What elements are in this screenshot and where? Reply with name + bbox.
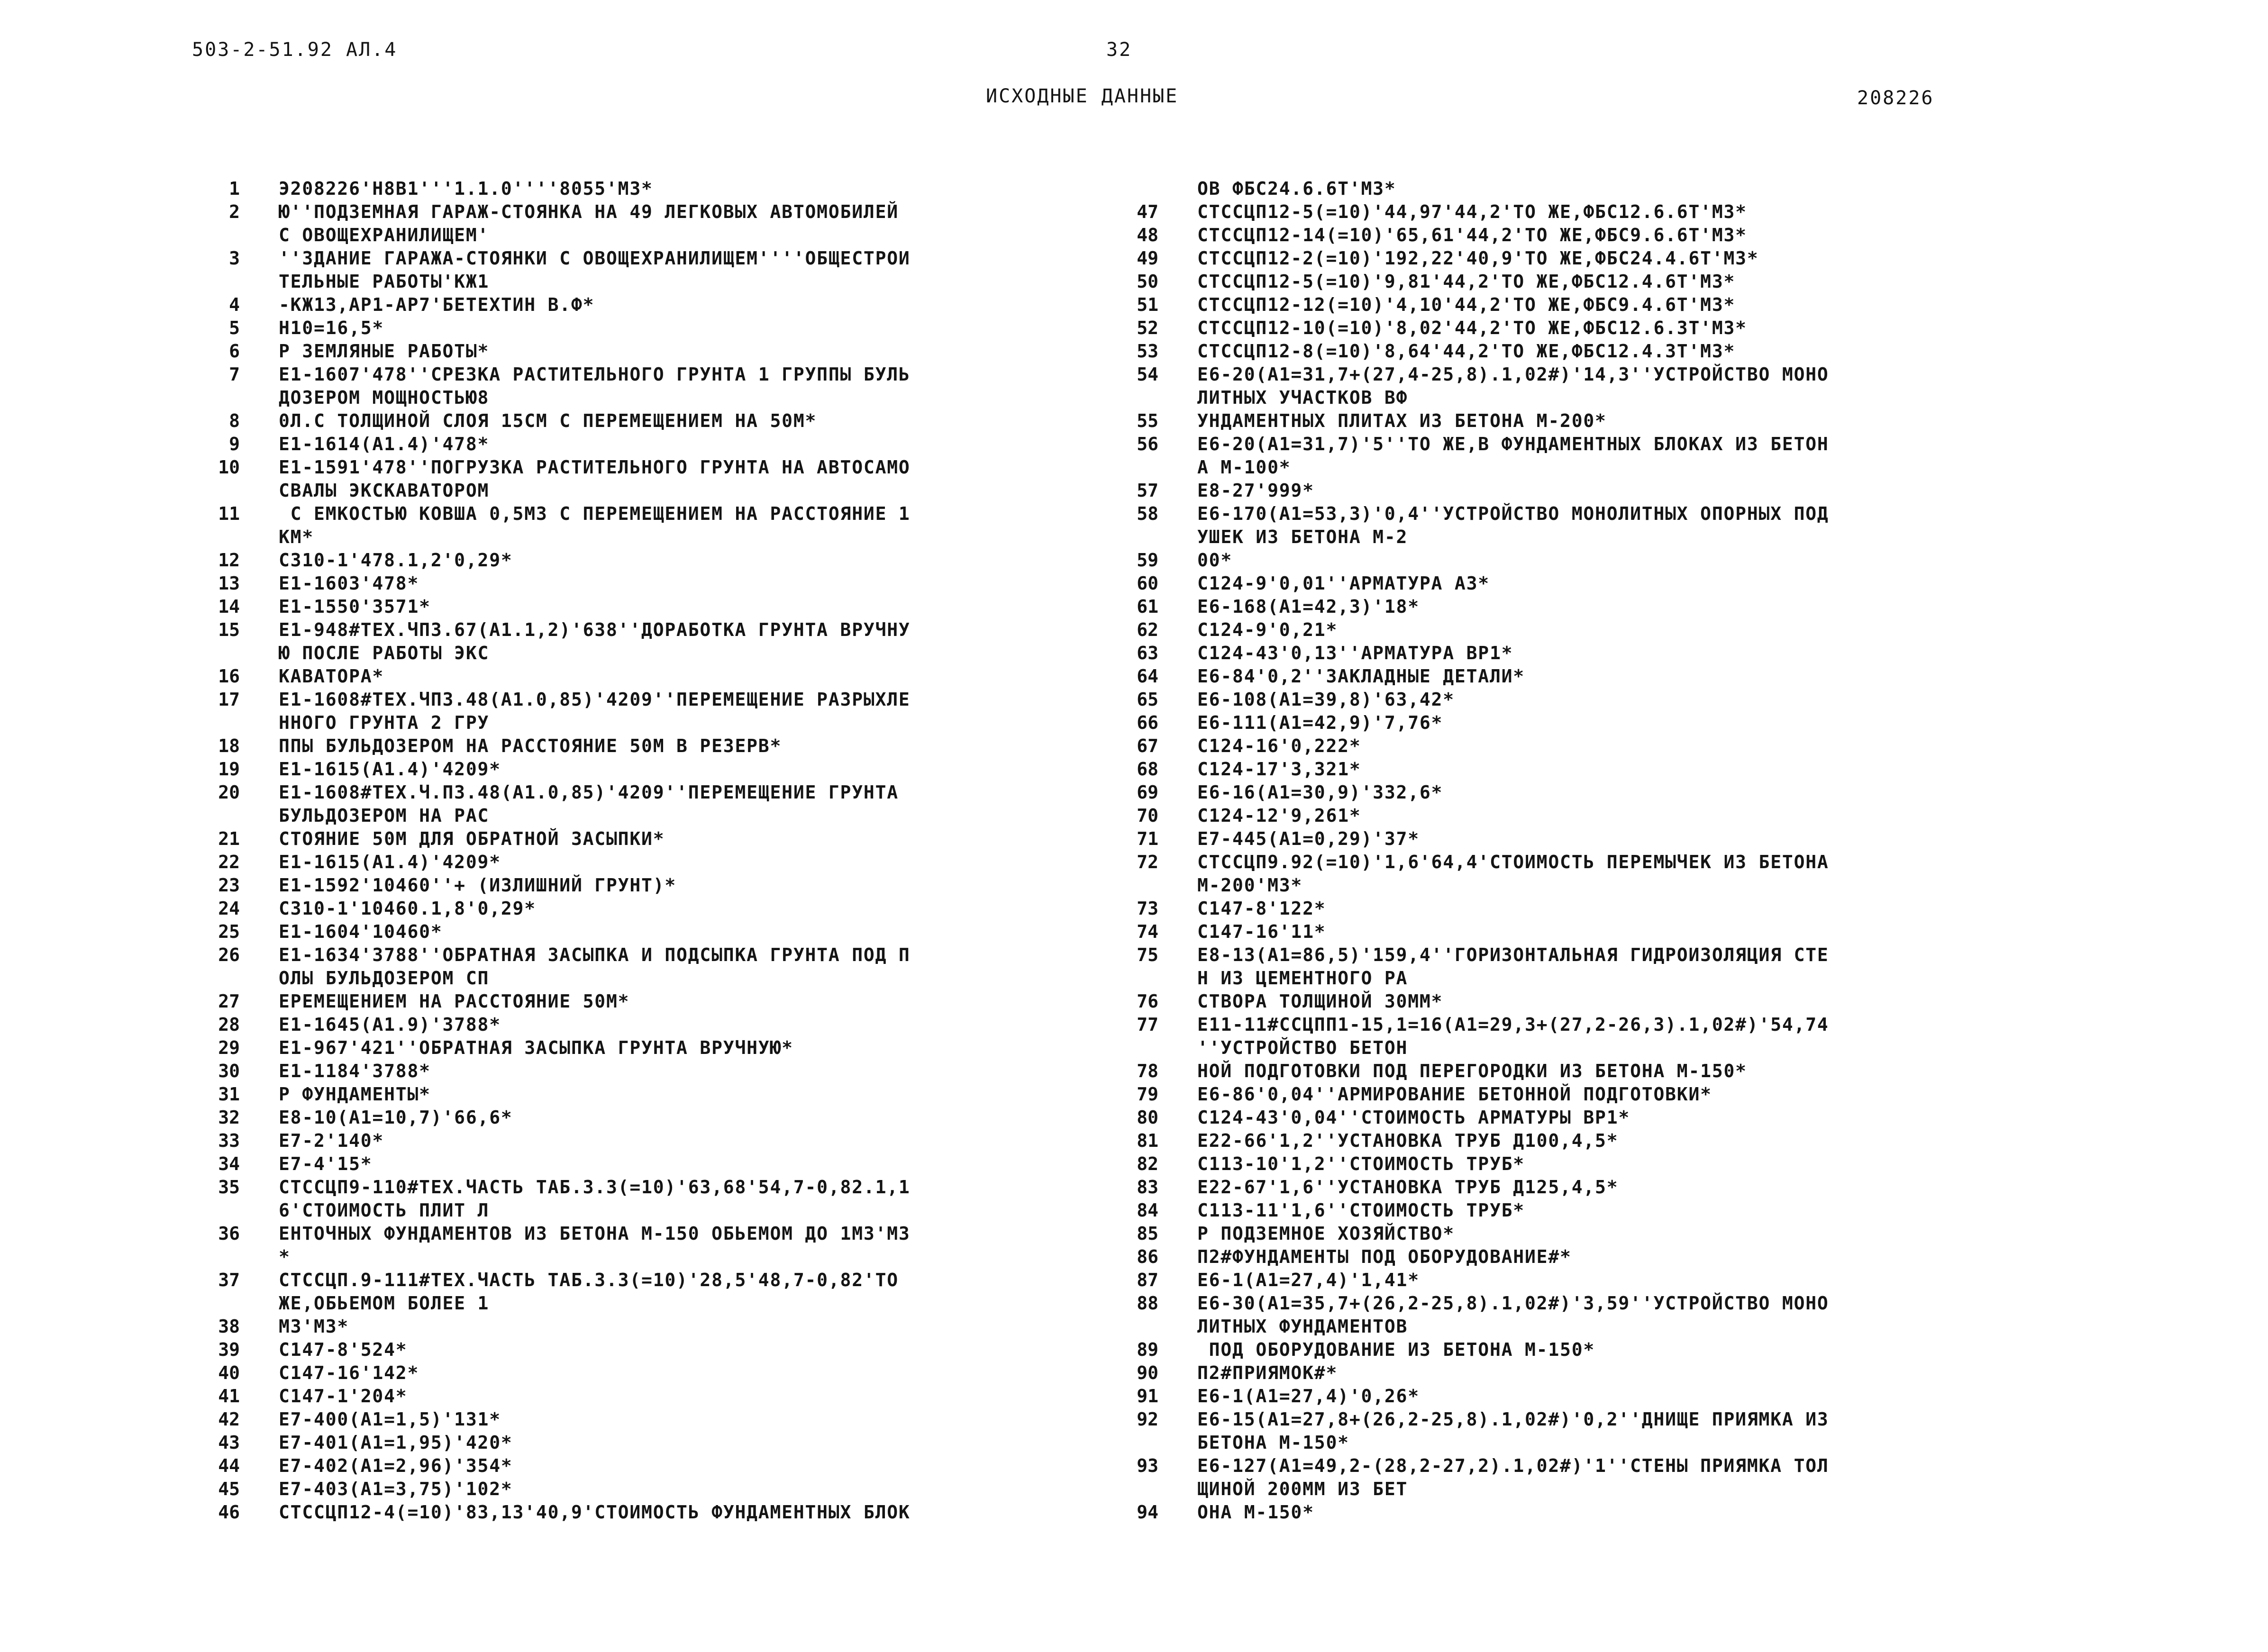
line-text: Ю ПОСЛЕ РАБОТЫ ЭКС: [279, 643, 490, 663]
line-text: Е1-948#ТЕХ.ЧП3.67(А1.1,2)'638''ДОРАБОТКА ГРУНТА ВРУЧНУ: [279, 619, 911, 640]
line-number: 23: [218, 875, 240, 896]
line-text: Е7-403(А1=3,75)'102*: [279, 1479, 513, 1499]
line-text: Е6-111(А1=42,9)'7,76*: [1197, 712, 1443, 733]
line-number: 15: [218, 619, 240, 640]
line-text: СТССЦП9.92(=10)'1,6'64,4'СТОИМОСТЬ ПЕРЕМЫЧЕК ИЗ БЕТОНА: [1197, 852, 1829, 872]
line-number: 56: [1137, 434, 1158, 454]
line-number: 64: [1137, 666, 1158, 687]
line-text: Е6-127(А1=49,2-(28,2-27,2).1,02#)'1''СТЕНЫ ПРИЯМКА ТОЛ: [1197, 1455, 1829, 1476]
line-number: 84: [1137, 1200, 1158, 1221]
line-number: 41: [218, 1386, 240, 1407]
line-text: Р ЗЕМЛЯНЫЕ РАБОТЫ*: [279, 341, 490, 362]
line-text: Е6-1(А1=27,4)'1,41*: [1197, 1270, 1420, 1290]
line-text: НОЙ ПОДГОТОВКИ ПОД ПЕРЕГОРОДКИ ИЗ БЕТОНА М-150*: [1197, 1061, 1747, 1081]
line-text: Е7-445(А1=0,29)'37*: [1197, 828, 1420, 849]
line-number: 39: [218, 1339, 240, 1360]
line-text: Е8-27'999*: [1197, 480, 1314, 501]
line-number: 27: [218, 991, 240, 1012]
line-number: 3: [229, 248, 240, 269]
line-text: ППЫ БУЛЬДОЗЕРОМ НА РАССТОЯНИЕ 50М В РЕЗЕРВ*: [279, 735, 782, 756]
line-text: Е8-13(А1=86,5)'159,4''ГОРИЗОНТАЛЬНАЯ ГИДРОИЗОЛЯЦИЯ СТЕ: [1197, 944, 1829, 965]
line-number: 34: [218, 1153, 240, 1174]
line-number: 5: [229, 318, 240, 338]
line-text: СТССЦП12-10(=10)'8,02'44,2'ТО ЖЕ,ФБС12.6.3Т'М3*: [1197, 318, 1747, 338]
line-text: С147-16'142*: [279, 1362, 419, 1383]
line-text: БЕТОНА М-150*: [1197, 1432, 1349, 1453]
line-number: 76: [1137, 991, 1158, 1012]
line-text: М3'М3*: [279, 1316, 349, 1337]
line-text: ТЕЛЬНЫЕ РАБОТЫ'КЖ1: [279, 271, 490, 292]
line-number: 22: [218, 852, 240, 872]
line-number: 93: [1137, 1455, 1158, 1476]
line-number: 29: [218, 1037, 240, 1058]
page-number: 32: [1106, 39, 1132, 61]
line-text: А М-100*: [1197, 457, 1291, 478]
line-number: 55: [1137, 410, 1158, 431]
line-number: 38: [218, 1316, 240, 1337]
line-number: 73: [1137, 898, 1158, 919]
line-text: ''ЗДАНИЕ ГАРАЖА-СТОЯНКИ С ОВОЩЕХРАНИЛИЩЕМ''''ОБЩЕСТРОИ: [279, 248, 911, 269]
line-text: Е6-108(А1=39,8)'63,42*: [1197, 689, 1455, 710]
line-text: С124-43'0,13''АРМАТУРА ВР1*: [1197, 643, 1513, 663]
line-number: 43: [218, 1432, 240, 1453]
line-text: М-200'М3*: [1197, 875, 1303, 896]
line-number: 59: [1137, 550, 1158, 571]
line-text: СТССЦП12-12(=10)'4,10'44,2'ТО ЖЕ,ФБС9.4.6Т'М3*: [1197, 294, 1736, 315]
line-number: 66: [1137, 712, 1158, 733]
line-text: Е1-1608#ТЕХ.Ч.П3.48(А1.0,85)'4209''ПЕРЕМЕЩЕНИЕ ГРУНТА: [279, 782, 899, 803]
line-number: 7: [229, 364, 240, 385]
line-number: 87: [1137, 1270, 1158, 1290]
line-text: -КЖ13,АР1-АР7'БЕТЕХТИН В.Ф*: [279, 294, 595, 315]
line-text: Е7-401(А1=1,95)'420*: [279, 1432, 513, 1453]
line-number: 32: [218, 1107, 240, 1128]
document-number: 208226: [1857, 87, 1934, 109]
line-number: 62: [1137, 619, 1158, 640]
line-number: 35: [218, 1177, 240, 1198]
line-number: 61: [1137, 596, 1158, 617]
line-number: 91: [1137, 1386, 1158, 1407]
line-text: СТССЦП12-5(=10)'9,81'44,2'ТО ЖЕ,ФБС12.4.6Т'М3*: [1197, 271, 1736, 292]
line-text: Е1-1608#ТЕХ.ЧП3.48(А1.0,85)'4209''ПЕРЕМЕЩЕНИЕ РАЗРЫХЛЕ: [279, 689, 911, 710]
line-number: 57: [1137, 480, 1158, 501]
line-text: УШЕК ИЗ БЕТОНА М-2: [1197, 526, 1408, 547]
line-text: 6'СТОИМОСТЬ ПЛИТ Л: [279, 1200, 490, 1221]
line-text: СТССЦП12-5(=10)'44,97'44,2'ТО ЖЕ,ФБС12.6.6Т'М3*: [1197, 201, 1747, 222]
line-number: 36: [218, 1223, 240, 1244]
line-number: 90: [1137, 1362, 1158, 1383]
line-number: 54: [1137, 364, 1158, 385]
line-number: 28: [218, 1014, 240, 1035]
line-number: 44: [218, 1455, 240, 1476]
line-text: С113-11'1,6''СТОИМОСТЬ ТРУБ*: [1197, 1200, 1525, 1221]
line-text: ДОЗЕРОМ МОЩНОСТЬЮ8: [279, 387, 490, 408]
line-number: 19: [218, 759, 240, 780]
line-number: 24: [218, 898, 240, 919]
line-text: ЕРЕМЕЩЕНИЕМ НА РАССТОЯНИЕ 50М*: [279, 991, 630, 1012]
document-code: 503-2-51.92 АЛ.4: [192, 39, 398, 61]
line-text: Е1-1604'10460*: [279, 921, 443, 942]
line-number: 86: [1137, 1246, 1158, 1267]
line-text: Е1-1550'3571*: [279, 596, 431, 617]
line-number: 58: [1137, 503, 1158, 524]
line-text: Р ФУНДАМЕНТЫ*: [279, 1084, 431, 1105]
line-text: Е6-168(А1=42,3)'18*: [1197, 596, 1420, 617]
line-number: 89: [1137, 1339, 1158, 1360]
line-text: С124-17'3,321*: [1197, 759, 1361, 780]
line-text: Е6-170(А1=53,3)'0,4''УСТРОЙСТВО МОНОЛИТНЫХ ОПОРНЫХ ПОД: [1197, 503, 1829, 524]
line-text: П2#ПРИЯМОК#*: [1197, 1362, 1338, 1383]
line-number: 45: [218, 1479, 240, 1499]
line-number: 9: [229, 434, 240, 454]
line-text: Е7-402(А1=2,96)'354*: [279, 1455, 513, 1476]
line-number: 6: [229, 341, 240, 362]
line-text: Е1-1645(А1.9)'3788*: [279, 1014, 501, 1035]
line-number: 79: [1137, 1084, 1158, 1105]
line-text: Е7-2'140*: [279, 1130, 384, 1151]
line-number: 42: [218, 1409, 240, 1430]
line-text: Е6-15(А1=27,8+(26,2-25,8).1,02#)'0,2''ДНИЩЕ ПРИЯМКА ИЗ: [1197, 1409, 1829, 1430]
line-text: СТССЦП.9-111#ТЕХ.ЧАСТЬ ТАБ.3.3(=10)'28,5'48,7-0,82'ТО: [279, 1270, 899, 1290]
line-text: Е8-10(А1=10,7)'66,6*: [279, 1107, 513, 1128]
line-text: ОЛЫ БУЛЬДОЗЕРОМ СП: [279, 968, 490, 989]
line-number: 68: [1137, 759, 1158, 780]
line-number: 31: [218, 1084, 240, 1105]
line-number: 11: [218, 503, 240, 524]
line-number: 25: [218, 921, 240, 942]
line-number: 20: [218, 782, 240, 803]
line-text: С ОВОЩЕХРАНИЛИЩЕМ': [279, 225, 490, 245]
line-number: 47: [1137, 201, 1158, 222]
line-number: 70: [1137, 805, 1158, 826]
line-number: 69: [1137, 782, 1158, 803]
line-text: Е1-967'421''ОБРАТНАЯ ЗАСЫПКА ГРУНТА ВРУЧНУЮ*: [279, 1037, 793, 1058]
line-text: СТССЦП12-4(=10)'83,13'40,9'СТОИМОСТЬ ФУНДАМЕНТНЫХ БЛОК: [279, 1502, 911, 1523]
line-number: 77: [1137, 1014, 1158, 1035]
line-text: СВАЛЫ ЭКСКАВАТОРОМ: [279, 480, 490, 501]
line-text: ОНА М-150*: [1197, 1502, 1314, 1523]
line-text: ОВ ФБС24.6.6Т'М3*: [1197, 178, 1396, 199]
line-text: СТВОРА ТОЛЩИНОЙ 30ММ*: [1197, 991, 1443, 1012]
line-text: Е1-1591'478''ПОГРУЗКА РАСТИТЕЛЬНОГО ГРУНТА НА АВТОСАМО: [279, 457, 911, 478]
line-text: Е1-1592'10460''+ (ИЗЛИШНИЙ ГРУНТ)*: [279, 875, 677, 896]
line-text: С124-43'0,04''СТОИМОСТЬ АРМАТУРЫ ВР1*: [1197, 1107, 1630, 1128]
line-number: 21: [218, 828, 240, 849]
line-text: Е6-30(А1=35,7+(26,2-25,8).1,02#)'3,59''УСТРОЙСТВО МОНО: [1197, 1293, 1829, 1314]
line-text: ЕНТОЧНЫХ ФУНДАМЕНТОВ ИЗ БЕТОНА М-150 ОБЬЕМОМ ДО 1М3'М3: [279, 1223, 911, 1244]
line-text: ПОД ОБОРУДОВАНИЕ ИЗ БЕТОНА М-150*: [1197, 1339, 1595, 1360]
line-number: 17: [218, 689, 240, 710]
line-text: ЛИТНЫХ ФУНДАМЕНТОВ: [1197, 1316, 1408, 1337]
line-text: Е11-11#ССЦПП1-15,1=16(А1=29,3+(27,2-26,3).1,02#)'54,74: [1197, 1014, 1829, 1035]
line-text: СТССЦП12-14(=10)'65,61'44,2'ТО ЖЕ,ФБС9.6.6Т'М3*: [1197, 225, 1747, 245]
line-text: ЖЕ,ОБЬЕМОМ БОЛЕЕ 1: [279, 1293, 490, 1314]
line-number: 85: [1137, 1223, 1158, 1244]
line-number: 16: [218, 666, 240, 687]
line-text: Е1-1615(А1.4)'4209*: [279, 852, 501, 872]
line-number: 72: [1137, 852, 1158, 872]
line-number: 78: [1137, 1061, 1158, 1081]
line-number: 52: [1137, 318, 1158, 338]
line-text: 0Л.С ТОЛЩИНОЙ СЛОЯ 15СМ С ПЕРЕМЕЩЕНИЕМ НА 50М*: [279, 410, 817, 431]
line-text: ЛИТНЫХ УЧАСТКОВ ВФ: [1197, 387, 1408, 408]
line-text: СТССЦП12-2(=10)'192,22'40,9'ТО ЖЕ,ФБС24.4.6Т'М3*: [1197, 248, 1759, 269]
line-number: 37: [218, 1270, 240, 1290]
line-text: КМ*: [279, 526, 314, 547]
line-number: 88: [1137, 1293, 1158, 1314]
line-text: С147-8'122*: [1197, 898, 1326, 919]
line-number: 30: [218, 1061, 240, 1081]
line-text: Е6-20(А1=31,7)'5''ТО ЖЕ,В ФУНДАМЕНТНЫХ БЛОКАХ ИЗ БЕТОН: [1197, 434, 1829, 454]
line-number: 1: [229, 178, 240, 199]
line-number: 18: [218, 735, 240, 756]
line-text: П2#ФУНДАМЕНТЫ ПОД ОБОРУДОВАНИЕ#*: [1197, 1246, 1572, 1267]
line-text: Е1-1615(А1.4)'4209*: [279, 759, 501, 780]
line-number: 13: [218, 573, 240, 594]
line-text: УНДАМЕНТНЫХ ПЛИТАХ ИЗ БЕТОНА М-200*: [1197, 410, 1607, 431]
line-text: С124-9'0,01''АРМАТУРА А3*: [1197, 573, 1490, 594]
line-number: 60: [1137, 573, 1158, 594]
line-number: 71: [1137, 828, 1158, 849]
line-text: СТССЦП12-8(=10)'8,64'44,2'ТО ЖЕ,ФБС12.4.3Т'М3*: [1197, 341, 1736, 362]
line-number: 94: [1137, 1502, 1158, 1523]
line-number: 26: [218, 944, 240, 965]
line-text: Э208226'Н8В1'''1.1.0''''8055'М3*: [279, 178, 653, 199]
line-number: 14: [218, 596, 240, 617]
line-number: 4: [229, 294, 240, 315]
line-text: ННОГО ГРУНТА 2 ГРУ: [279, 712, 490, 733]
line-text: КАВАТОРА*: [279, 666, 384, 687]
line-text: Е22-66'1,2''УСТАНОВКА ТРУБ Д100,4,5*: [1197, 1130, 1619, 1151]
line-number: 63: [1137, 643, 1158, 663]
line-number: 53: [1137, 341, 1158, 362]
line-number: 10: [218, 457, 240, 478]
line-text: Р ПОДЗЕМНОЕ ХОЗЯЙСТВО*: [1197, 1223, 1455, 1244]
line-text: С310-1'10460.1,8'0,29*: [279, 898, 536, 919]
line-number: 65: [1137, 689, 1158, 710]
line-text: Е1-1614(А1.4)'478*: [279, 434, 490, 454]
line-text: Е6-84'0,2''ЗАКЛАДНЫЕ ДЕТАЛИ*: [1197, 666, 1525, 687]
line-text: *: [279, 1246, 291, 1267]
line-text: Е1-1607'478''СРЕЗКА РАСТИТЕЛЬНОГО ГРУНТА 1 ГРУППЫ БУЛЬ: [279, 364, 911, 385]
line-text: 00*: [1197, 550, 1233, 571]
line-text: С113-10'1,2''СТОИМОСТЬ ТРУБ*: [1197, 1153, 1525, 1174]
line-text: ЩИНОЙ 200ММ ИЗ БЕТ: [1197, 1479, 1408, 1499]
line-text: С310-1'478.1,2'0,29*: [279, 550, 513, 571]
line-number: 74: [1137, 921, 1158, 942]
page-title: ИСХОДНЫЕ ДАННЫЕ: [986, 85, 1179, 107]
line-text: С147-8'524*: [279, 1339, 408, 1360]
line-number: 33: [218, 1130, 240, 1151]
line-text: С147-16'11*: [1197, 921, 1326, 942]
line-number: 80: [1137, 1107, 1158, 1128]
line-text: Е6-1(А1=27,4)'0,26*: [1197, 1386, 1420, 1407]
line-number: 2: [229, 201, 240, 222]
line-text: СТОЯНИЕ 50М ДЛЯ ОБРАТНОЙ ЗАСЫПКИ*: [279, 828, 665, 849]
line-text: Ю''ПОДЗЕМНАЯ ГАРАЖ-СТОЯНКА НА 49 ЛЕГКОВЫХ АВТОМОБИЛЕЙ: [279, 201, 899, 222]
line-text: С147-1'204*: [279, 1386, 408, 1407]
line-text: Е6-86'0,04''АРМИРОВАНИЕ БЕТОННОЙ ПОДГОТОВКИ*: [1197, 1084, 1712, 1105]
line-text: Е1-1634'3788''ОБРАТНАЯ ЗАСЫПКА И ПОДСЫПКА ГРУНТА ПОД П: [279, 944, 911, 965]
line-number: 50: [1137, 271, 1158, 292]
line-number: 8: [229, 410, 240, 431]
line-number: 75: [1137, 944, 1158, 965]
line-number: 67: [1137, 735, 1158, 756]
line-number: 48: [1137, 225, 1158, 245]
line-text: С124-12'9,261*: [1197, 805, 1361, 826]
line-number: 40: [218, 1362, 240, 1383]
line-text: Е6-20(А1=31,7+(27,4-25,8).1,02#)'14,3''УСТРОЙСТВО МОНО: [1197, 364, 1829, 385]
line-number: 49: [1137, 248, 1158, 269]
line-number: 92: [1137, 1409, 1158, 1430]
line-number: 82: [1137, 1153, 1158, 1174]
line-text: Н ИЗ ЦЕМЕНТНОГО РА: [1197, 968, 1408, 989]
line-text: Е7-400(А1=1,5)'131*: [279, 1409, 501, 1430]
line-number: 12: [218, 550, 240, 571]
line-text: БУЛЬДОЗЕРОМ НА РАС: [279, 805, 490, 826]
line-number: 81: [1137, 1130, 1158, 1151]
line-text: Е6-16(А1=30,9)'332,6*: [1197, 782, 1443, 803]
line-number: 51: [1137, 294, 1158, 315]
line-number: 83: [1137, 1177, 1158, 1198]
line-text: С124-9'0,21*: [1197, 619, 1338, 640]
line-text: Е1-1603'478*: [279, 573, 419, 594]
line-number: 46: [218, 1502, 240, 1523]
line-text: Е7-4'15*: [279, 1153, 373, 1174]
line-text: СТССЦП9-110#ТЕХ.ЧАСТЬ ТАБ.3.3(=10)'63,68'54,7-0,82.1,1: [279, 1177, 911, 1198]
line-text: Е22-67'1,6''УСТАНОВКА ТРУБ Д125,4,5*: [1197, 1177, 1619, 1198]
line-text: С124-16'0,222*: [1197, 735, 1361, 756]
line-text: Н10=16,5*: [279, 318, 384, 338]
line-text: Е1-1184'3788*: [279, 1061, 431, 1081]
line-text: С ЕМКОСТЬЮ КОВША 0,5М3 С ПЕРЕМЕЩЕНИЕМ НА РАССТОЯНИЕ 1: [279, 503, 911, 524]
line-text: ''УСТРОЙСТВО БЕТОН: [1197, 1037, 1408, 1058]
